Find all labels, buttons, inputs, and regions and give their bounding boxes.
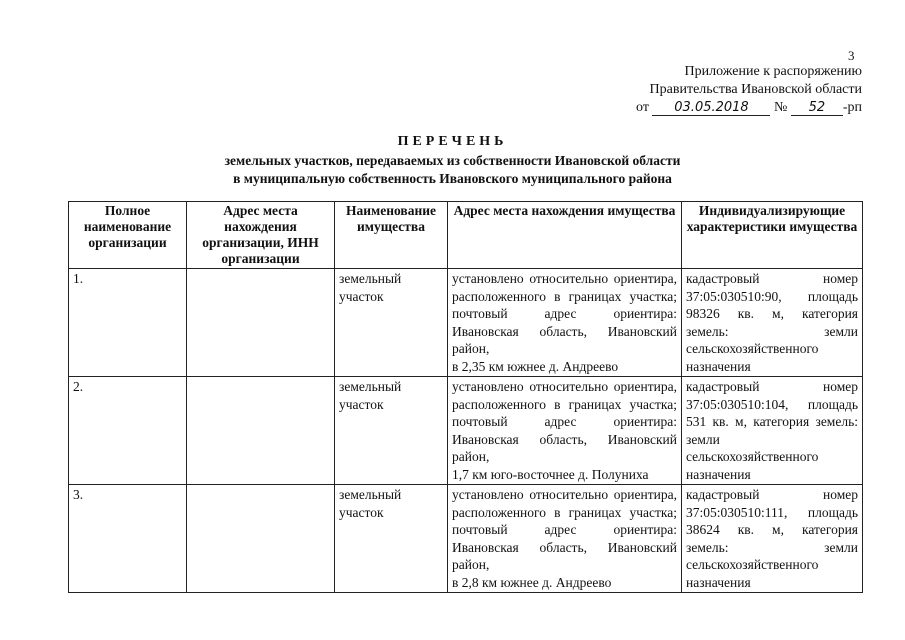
row-chars-main: кадастровый номер 37:05:030510:90, площадь 98326 кв. м, категория земель: земли [686,271,858,339]
appendix-date-line [636,99,862,117]
row-property-name: земельный участок [335,269,448,377]
appendix-from: от [636,100,649,115]
row-chars-last: сельскохозяйственного назначения [686,341,819,374]
appendix-line2: Правительства Ивановской области [649,82,862,97]
row-org-address [187,485,335,593]
row-property-address [448,485,682,593]
appendix-block [636,63,862,117]
row-number: 1. [69,269,187,377]
row-characteristics [682,269,863,377]
row-chars-main: кадастровый номер 37:05:030510:111, площадь 38624 кв. м, категория земель: земли [686,487,858,555]
title-line3: в муниципальную собственность Ивановского муниципального района [233,171,672,186]
appendix-line1: Приложение к распоряжению [684,64,862,79]
appendix-suffix: -рп [842,100,862,115]
page-number: 3 [848,48,855,63]
row-org-address [187,377,335,485]
header-property-name: Наименование имущества [335,202,448,269]
row-address-last: в 2,35 км южнее д. Андреево [452,358,619,374]
row-address-main: установлено относительно ориентира, расположенного в границах участка; почтовый адрес ориентира: Ивановская область, Ивановский район, [452,379,677,464]
row-chars-last: сельскохозяйственного назначения [686,449,819,482]
row-property-address [448,377,682,485]
row-characteristics [682,485,863,593]
row-address-main: установлено относительно ориентира, расположенного в границах участка; почтовый адрес ориентира: Ивановская область, Ивановский район, [452,487,677,572]
row-number: 3. [69,485,187,593]
row-chars-main: кадастровый номер 37:05:030510:104, площадь 531 кв. м, категория земель: земли [686,379,858,447]
row-org-address [187,269,335,377]
title-line2: земельных участков, передаваемых из собственности Ивановской области [224,153,681,168]
table-header-row [69,202,863,269]
row-address-last: в 2,8 км южнее д. Андреево [452,574,612,590]
property-table [68,201,863,593]
appendix-date: 03.05.2018 [652,101,770,116]
title-heading: ПЕРЕЧЕНЬ [397,134,508,149]
row-property-address [448,269,682,377]
appendix-number-sign: № [773,100,788,115]
row-characteristics [682,377,863,485]
row-property-name: земельный участок [335,485,448,593]
table-row [69,377,863,485]
header-property-address: Адрес места нахождения имущества [448,202,682,269]
row-address-main: установлено относительно ориентира, расположенного в границах участка; почтовый адрес ориентира: Ивановская область, Ивановский район, [452,271,677,356]
row-chars-last: сельскохозяйственного назначения [686,557,819,590]
header-org-address: Адрес места нахождения организации, ИНН организации [187,202,335,269]
table-row [69,269,863,377]
table-row [69,485,863,593]
row-address-last: 1,7 км юго-восточнее д. Полуниха [452,466,649,482]
row-number: 2. [69,377,187,485]
document-title [0,133,905,187]
header-org-name: Полное наименование организации [69,202,187,269]
appendix-number: 52 [791,101,843,116]
header-characteristics: Индивидуализирующие характеристики имущества [682,202,863,269]
row-property-name: земельный участок [335,377,448,485]
